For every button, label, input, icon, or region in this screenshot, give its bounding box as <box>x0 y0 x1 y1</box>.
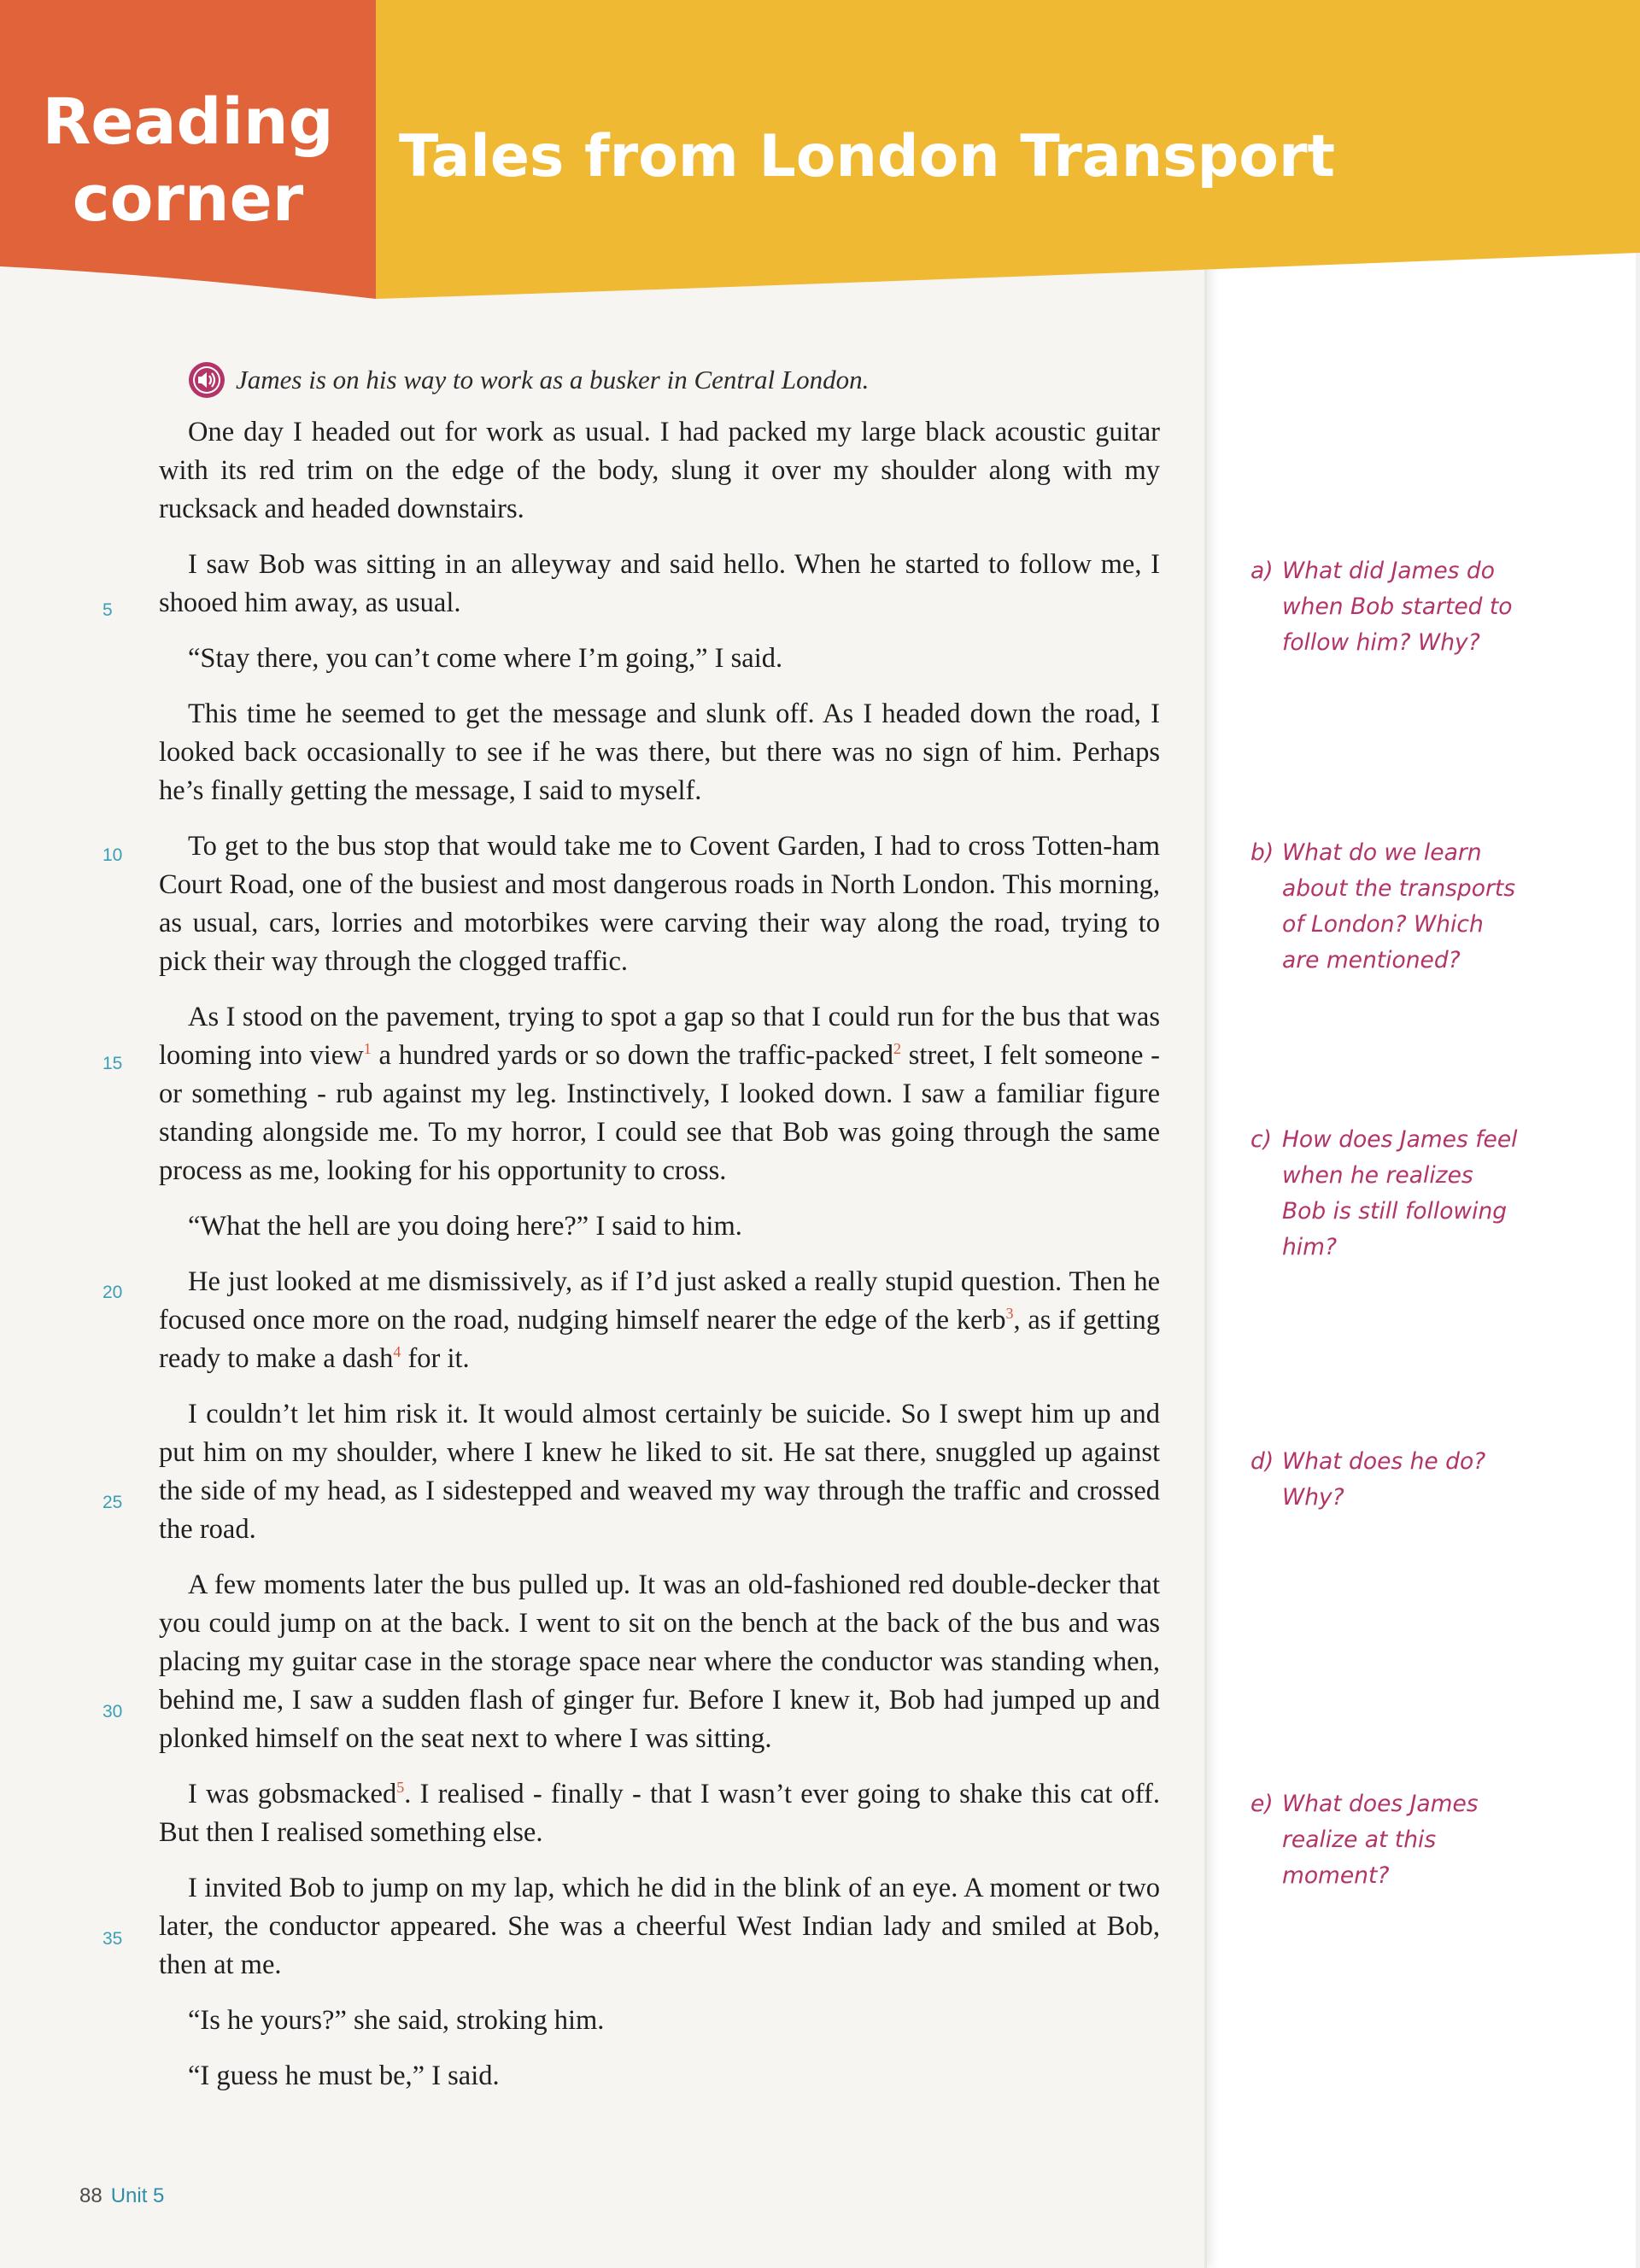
story-text <box>159 413 1160 2113</box>
paragraph-14: “I guess he must be,” I said. <box>188 2060 500 2091</box>
question-c <box>1250 1122 1524 1266</box>
question-label: c) <box>1250 1126 1272 1153</box>
question-label: b) <box>1250 839 1274 866</box>
corner-line-1: Reading <box>42 85 334 159</box>
paragraph-1: One day I headed out for work as usual. I had packed my large black acoustic guitar with its red trim on the edge of the body, slung it over my shoulder along with my rucksack and headed downstairs. <box>159 417 1160 524</box>
paragraph-10: A few moments later the bus pulled up. It was an old-fashioned red double-decker that you could jump on at the back. I went to sit on the bench at the back of the bus and was placing my guitar case in the storage space near where the conductor was standing when, behind me, I saw a sudden flash of ginger fur. Before I knew it, Bob had jumped up and plonked himself on the seat next to where I was sitting. <box>159 1569 1160 1754</box>
intro-line <box>188 359 869 401</box>
footnote-marker: 4 <box>393 1343 401 1361</box>
footnote-marker: 3 <box>1005 1305 1014 1323</box>
page-number: 88 <box>79 2184 102 2207</box>
question-d <box>1250 1444 1524 1516</box>
paragraph-7: “What the hell are you doing here?” I said to him. <box>188 1211 742 1242</box>
paragraph-5: To get to the bus stop that would take me to Covent Garden, I had to cross Totten-ham Court Road, one of the busiest and most dangerous roads in North London. This morning, as usual, cars, lorries and motorbikes were carving their way along the road, trying to pick their way through the clogged traffic. <box>159 831 1160 977</box>
paragraph-8-part-1: He just looked at me dismissively, as if I’d just asked a really stupid question. Then he focused once more on the road, nudging himself nearer the edge of the kerb <box>159 1266 1160 1336</box>
page-footer <box>79 2184 164 2208</box>
paragraph-2: I saw Bob was sitting in an alleyway and said hello. When he started to follow me, I shooed him away, as usual. <box>159 549 1160 618</box>
line-number: 15 <box>102 1054 123 1073</box>
question-text: What do we learn about the transports of London? Which are mentioned? <box>1282 839 1516 973</box>
line-number: 5 <box>102 600 113 620</box>
paragraph-11-part-1: I was gobsmacked <box>188 1779 397 1809</box>
page-edge <box>1636 0 1640 2268</box>
paragraph-6 <box>159 998 1160 1190</box>
paragraph-6-part-3: street, I felt someone - or something - rub against my leg. Instinctively, I looked down. I saw a familiar figure standing alongside me. To my horror, I could see that Bob was going through the same process as me, looking for his opportunity to cross. <box>159 1040 1160 1186</box>
paragraph-8 <box>159 1263 1160 1378</box>
question-label: d) <box>1250 1448 1274 1475</box>
line-number: 10 <box>102 845 123 865</box>
paragraph-3: “Stay there, you can’t come where I’m going,” I said. <box>188 643 783 674</box>
footnote-marker: 5 <box>396 1779 405 1797</box>
audio-speaker-icon[interactable] <box>188 361 226 399</box>
paragraph-11-part-2: . I realised - finally - that I wasn’t ever going to shake this cat off. But then I realised something else. <box>159 1779 1160 1848</box>
question-label: e) <box>1250 1791 1274 1817</box>
corner-line-2: corner <box>72 162 304 236</box>
line-number: 35 <box>102 1929 123 1949</box>
paragraph-8-part-2: , as if getting ready to make a dash <box>159 1305 1160 1374</box>
question-text: How does James feel when he realizes Bob is still following him? <box>1282 1126 1518 1260</box>
footnote-marker: 2 <box>893 1040 901 1058</box>
intro-text: James is on his way to work as a busker in Central London. <box>236 365 870 395</box>
page-title: Tales from London Transport <box>399 123 1336 190</box>
question-b <box>1250 835 1524 979</box>
paragraph-12: I invited Bob to jump on my lap, which he did in the blink of an eye. A moment or two later, the conductor appeared. She was a cheerful West Indian lady and smiled at Bob, then at me. <box>159 1873 1160 1980</box>
question-text: What does he do? Why? <box>1282 1448 1486 1511</box>
paragraph-13: “Is he yours?” she said, stroking him. <box>188 2005 605 2036</box>
paragraph-9: I couldn’t let him risk it. It would almost certainly be suicide. So I swept him up and put him on my shoulder, where I knew he liked to sit. He sat there, snuggled up against the side of my head, as I sidestepped and weaved my way through the traffic and crossed the road. <box>159 1399 1160 1545</box>
paragraph-8-part-3: for it. <box>401 1343 470 1374</box>
line-number: 30 <box>102 1702 123 1721</box>
paragraph-6-part-2: a hundred yards or so down the traffic-packed <box>371 1040 893 1071</box>
question-e <box>1250 1786 1524 1894</box>
paragraph-4: This time he seemed to get the message and slunk off. As I headed down the road, I looked back occasionally to see if he was there, but there was no sign of him. Perhaps he’s finally getting the message, I said to myself. <box>159 699 1160 806</box>
question-a <box>1250 553 1524 661</box>
question-text: What does James realize at this moment? <box>1282 1791 1479 1889</box>
question-text: What did James do when Bob started to follow him? Why? <box>1282 558 1513 656</box>
line-number: 20 <box>102 1283 123 1302</box>
reading-corner-label <box>0 84 376 237</box>
unit-label: Unit 5 <box>110 2184 165 2207</box>
paragraph-6-part-1: As I stood on the pavement, trying to spot a gap so that I could run for the bus that was looming into view <box>159 1002 1160 1071</box>
footnote-marker: 1 <box>363 1040 372 1058</box>
paragraph-11 <box>159 1775 1160 1852</box>
line-number: 25 <box>102 1493 123 1512</box>
question-label: a) <box>1250 558 1274 584</box>
